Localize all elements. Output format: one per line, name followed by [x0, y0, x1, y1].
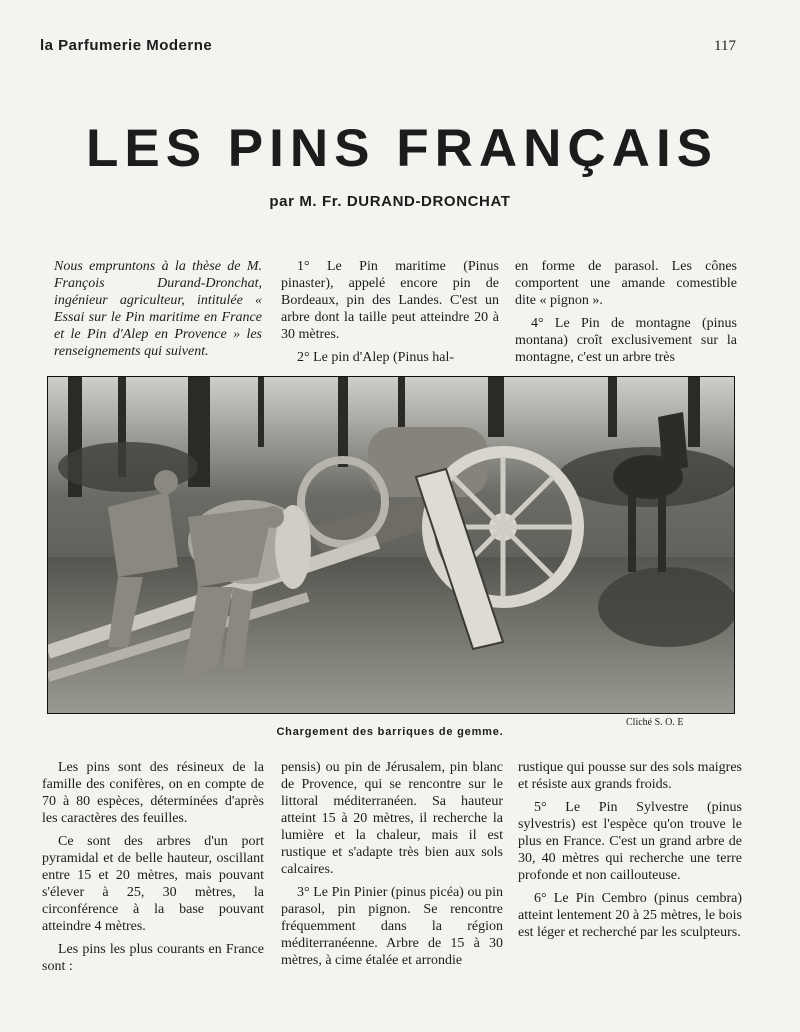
paragraph: Ce sont des arbres d'un port pyramidal et de belle hauteur, oscillant entre 15 et 20 mètres, mais pouvant s'élever à 25, 30 mètres, la circonférence à la base pouvant atteindre 4 mètres.: [42, 834, 264, 934]
paragraph: 2° Le pin d'Alep (Pinus hal-: [297, 350, 455, 365]
paragraph: 4° Le Pin de montagne (pinus montana) croît exclusivement sur la montagne, c'est un arbre très: [515, 316, 737, 365]
paragraph: 6° Le Pin Cembro (pinus cembra) atteint lentement 20 à 25 mètres, le bois est léger et recherché par les sculpteurs.: [518, 891, 742, 940]
bottom-column-1: [42, 759, 264, 981]
paragraph: rustique qui pousse sur des sols maigres et résiste aux grands froids.: [518, 760, 742, 792]
bottom-column-2: [281, 759, 503, 975]
intro-text: Nous empruntons à la thèse de M. François Durand-Dronchat, ingénieur agriculteur, intitulée « Essai sur le Pin maritime en France et le Pin d'Alep en Provence » les renseignements qui suivent.: [54, 259, 262, 359]
top-column-2: [281, 258, 499, 372]
article-byline: par M. Fr. DURAND-DRONCHAT: [269, 193, 511, 210]
paragraph: 5° Le Pin Sylvestre (pinus sylvestris) est l'espèce qu'on trouve le plus en France. C'est un grand arbre de 30, 40 mètres qui recherche une terre profonde et non caillouteuse.: [518, 800, 742, 883]
photo-credit: Cliché S. O. E: [626, 717, 684, 728]
paragraph: 1° Le Pin maritime (Pinus pinaster), appelé encore pin de Bordeaux, pin des Landes. C'est un arbre dont la taille peut atteindre 20 à 30 mètres.: [281, 259, 499, 342]
paragraph: en forme de parasol. Les cônes comportent une amande comestible dite « pignon ».: [515, 259, 737, 308]
bottom-column-3: [518, 759, 742, 947]
page-number: 117: [714, 38, 736, 54]
paragraph: 3° Le Pin Pinier (pinus picéa) ou pin parasol, pin pignon. Se rencontre fréquemment dans la région méditerranéenne. Arbre de 15 à 30 mètres, à cime étalée et arrondie: [281, 885, 503, 968]
top-column-3: [515, 258, 737, 372]
paragraph: Les pins les plus courants en France sont :: [42, 942, 264, 974]
photo-barrel-loading: [47, 376, 735, 714]
intro-paragraph: [54, 258, 262, 366]
paragraph: pensis) ou pin de Jérusalem, pin blanc de Provence, qui se rencontre sur le littoral méditerranéen. Sa hauteur atteint 15 à 20 mètres, il recherche la lumière et la chaleur, mais il est rustique et s'adapte très bien aux sols calcaires.: [281, 760, 503, 877]
photo-caption: Chargement des barriques de gemme.: [276, 726, 504, 738]
paragraph: Les pins sont des résineux de la famille des conifères, on en compte de 70 à 80 espèces, déterminées d'après les caractères des feuilles.: [42, 760, 264, 826]
journal-name: la Parfumerie Moderne: [40, 37, 213, 54]
article-title: LES PINS FRANÇAIS: [85, 119, 719, 178]
